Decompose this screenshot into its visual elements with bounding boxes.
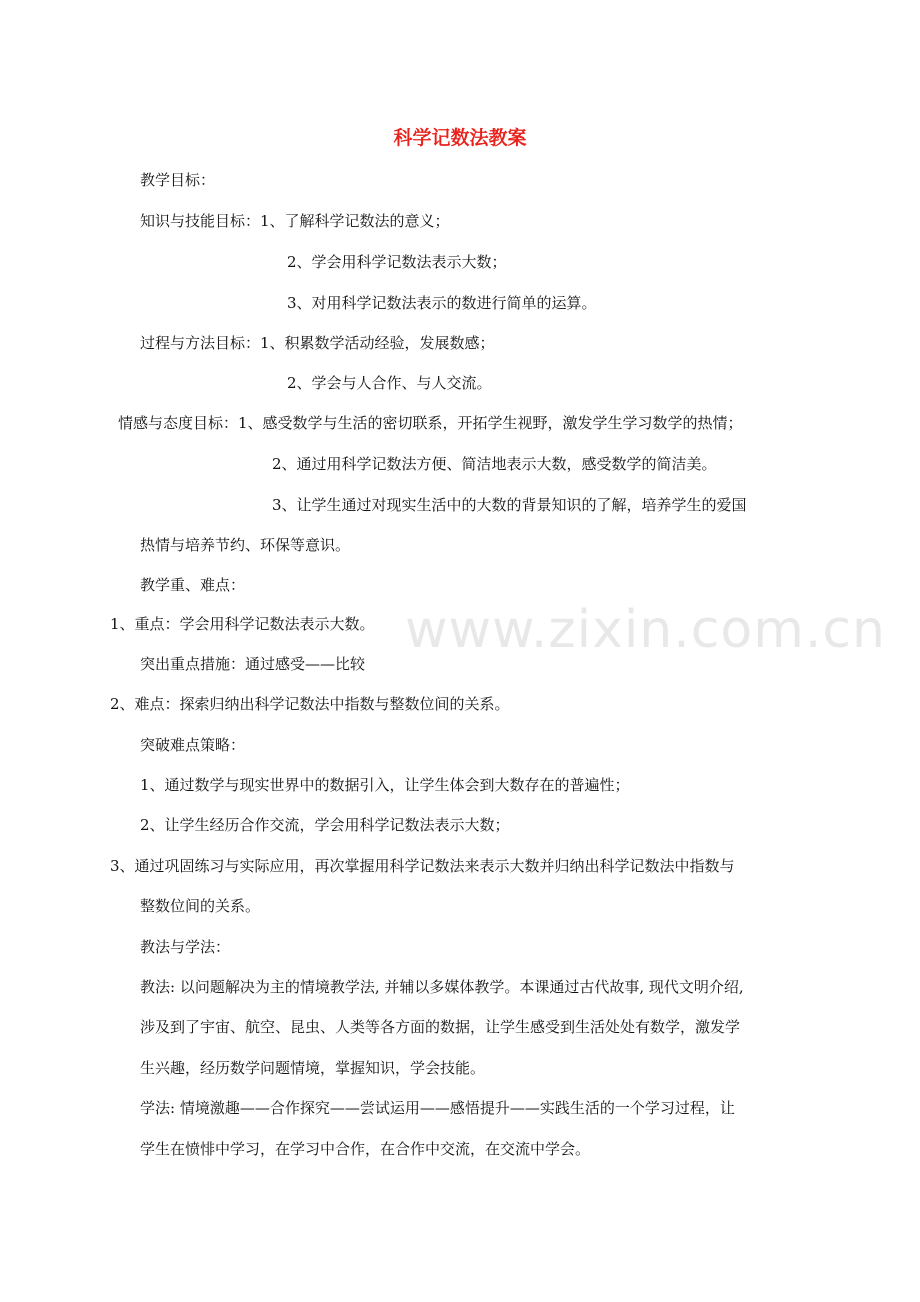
text-line: 过程与方法目标：1、积累数学活动经验，发展数感； [140,334,495,352]
text-line: 生兴趣，经历数学问题情境，掌握知识，学会技能。 [140,1059,486,1077]
text-line: 3、让学生通过对现实生活中的大数的背景知识的了解，培养学生的爱国 [272,496,747,514]
watermark-text: www.zixin.com.cn [405,600,886,660]
text-line: 涉及到了宇宙、航空、昆虫、人类等各方面的数据，让学生感受到生活处处有数学，激发学 [140,1018,741,1036]
text-line: 2、难点：探索归纳出科学记数法中指数与整数位间的关系。 [110,695,510,713]
text-line: 2、学会与人合作、与人交流。 [287,374,492,392]
text-line: 1、重点：学会用科学记数法表示大数。 [110,615,375,633]
text-line: 整数位间的关系。 [140,897,261,915]
text-line: 3、对用科学记数法表示的数进行简单的运算。 [287,294,597,312]
text-line: 教学目标： [140,171,216,189]
text-line: 情感与态度目标：1、感受数学与生活的密切联系，开拓学生视野，激发学生学习数学的热情； [118,414,743,432]
text-line: 3、通过巩固练习与实际应用，再次掌握用科学记数法来表示大数并归纳出科学记数法中指数与 [110,857,735,875]
text-line: 热情与培养节约、环保等意识。 [140,536,351,554]
document-title: 科学记数法教案 [393,127,527,149]
text-line: 2、学会用科学记数法表示大数； [287,253,507,271]
text-line: 突破难点策略： [140,736,246,754]
text-line: 2、让学生经历合作交流，学会用科学记数法表示大数； [140,816,510,834]
text-line: 学生在愤悱中学习，在学习中合作，在合作中交流，在交流中学会。 [140,1140,591,1158]
text-line: 教法与学法： [140,938,231,956]
text-line: 教法: 以问题解决为主的情境教学法, 并辅以多媒体教学。本课通过古代故事, 现代文明介绍, [140,978,744,996]
text-line: 知识与技能目标：1、了解科学记数法的意义； [140,212,450,230]
text-line: 突出重点措施：通过感受——比较 [140,655,366,673]
text-line: 2、通过用科学记数法方便、简洁地表示大数，感受数学的简洁美。 [272,455,717,473]
text-line: 1、通过数学与现实世界中的数据引入，让学生体会到大数存在的普遍性； [140,776,630,794]
text-line: 教学重、难点： [140,576,246,594]
text-line: 学法: 情境激趣——合作探究——尝试运用——感悟提升——实践生活的一个学习过程，让 [140,1099,735,1117]
